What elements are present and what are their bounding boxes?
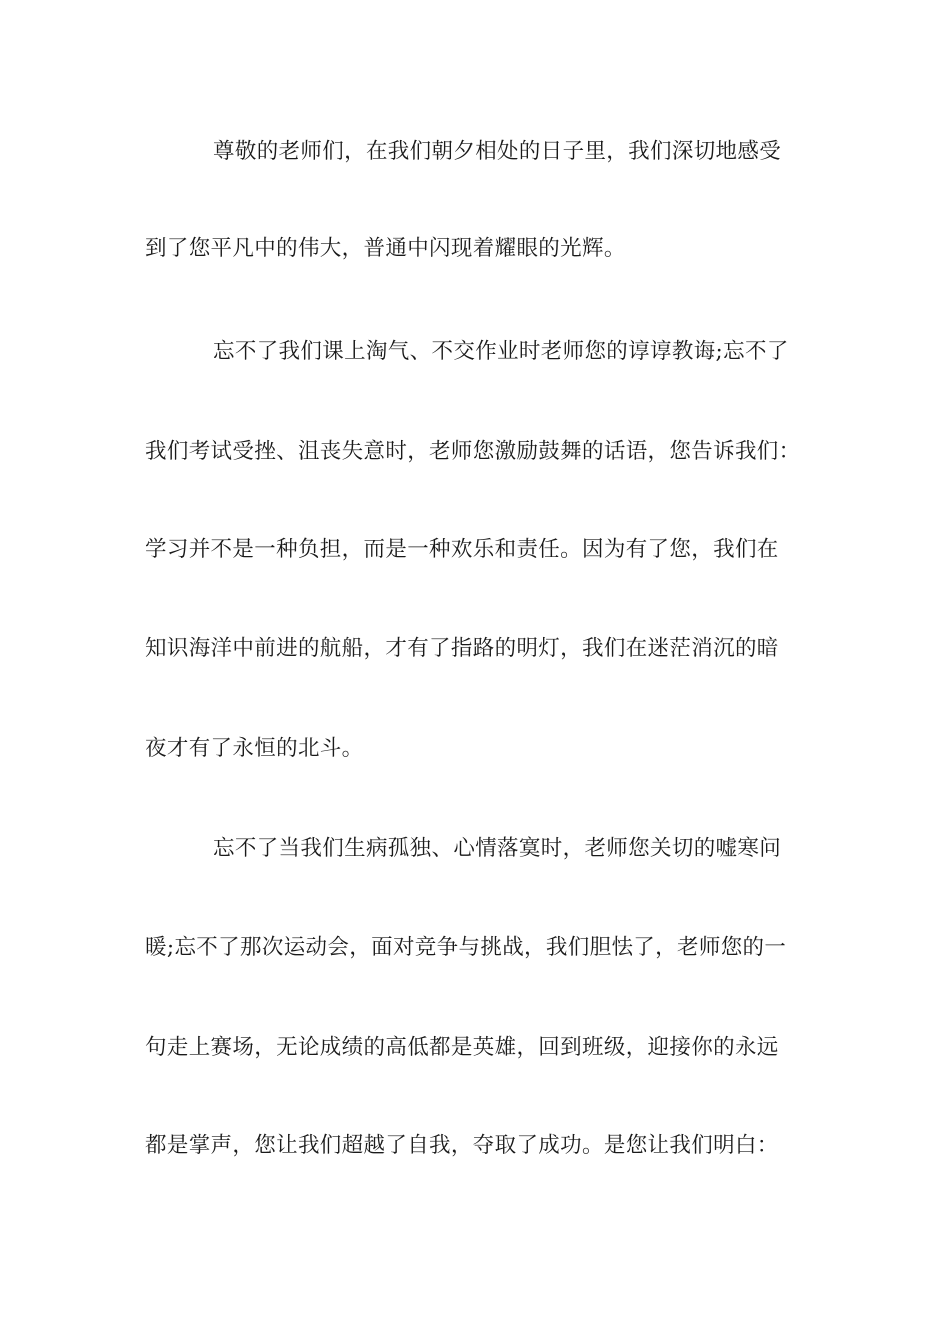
paragraph-2-line-3: 学习并不是一种负担，而是一种欢乐和责任。因为有了您，我们在 (145, 537, 779, 562)
paragraph-3-line-1: 忘不了当我们生病孤独、心情落寞时，老师您关切的嘘寒问 (213, 836, 782, 861)
paragraph-1-line-1: 尊敬的老师们，在我们朝夕相处的日子里，我们深切地感受 (213, 139, 782, 164)
paragraph-3-line-2: 暖;忘不了那次运动会，面对竞争与挑战，我们胆怯了，老师您的一 (145, 935, 787, 960)
paragraph-2-line-1: 忘不了我们课上淘气、不交作业时老师您的谆谆教诲;忘不了 (213, 339, 789, 364)
paragraph-3-line-3: 句走上赛场，无论成绩的高低都是英雄，回到班级，迎接你的永远 (145, 1035, 779, 1060)
paragraph-2-line-4: 知识海洋中前进的航船，才有了指路的明灯，我们在迷茫消沉的暗 (145, 636, 779, 661)
paragraph-2-line-2: 我们考试受挫、沮丧失意时，老师您激励鼓舞的话语，您告诉我们： (145, 439, 801, 464)
paragraph-3-line-4: 都是掌声，您让我们超越了自我，夺取了成功。是您让我们明白： (145, 1133, 779, 1158)
paragraph-2-line-5: 夜才有了永恒的北斗。 (145, 736, 364, 761)
paragraph-1-line-2: 到了您平凡中的伟大，普通中闪现着耀眼的光辉。 (145, 236, 626, 261)
